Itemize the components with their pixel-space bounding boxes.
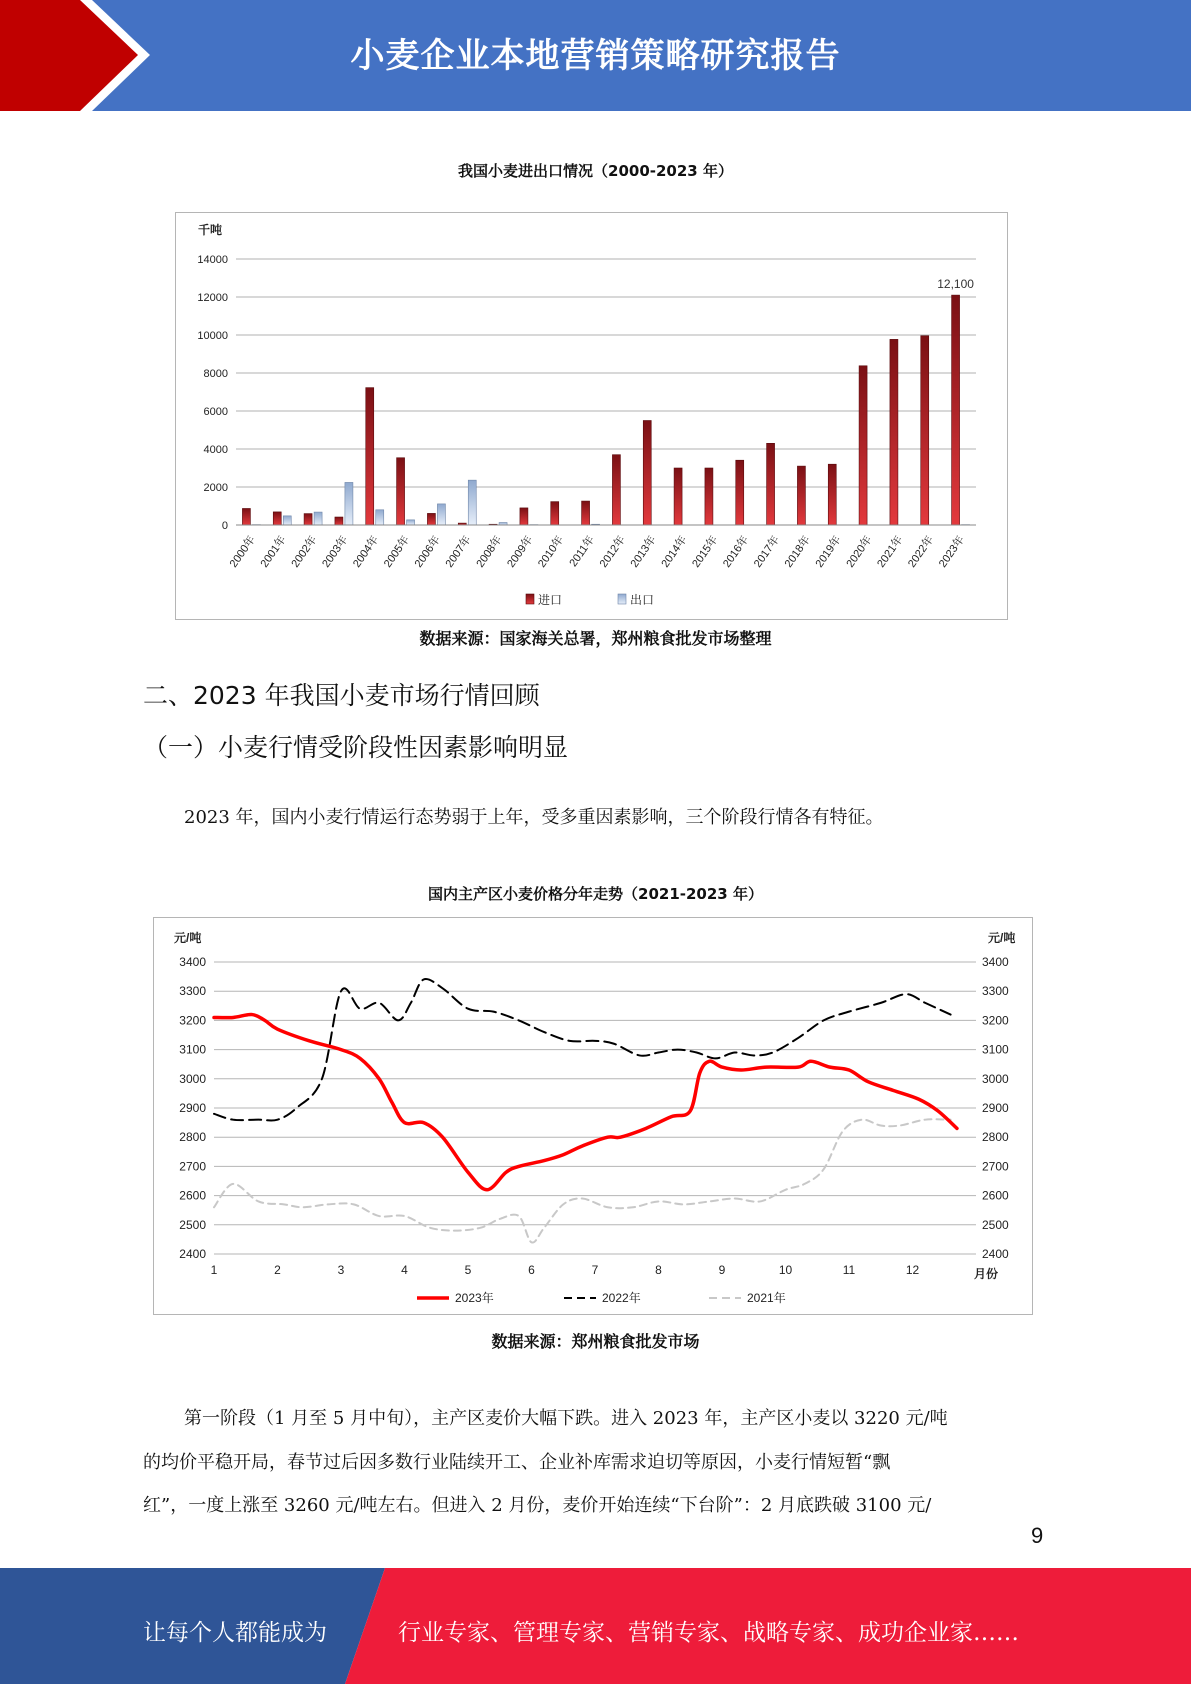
chart1-source: 数据来源：国家海关总署，郑州粮食批发市场整理 [419, 629, 772, 648]
section-heading: 二、2023 年我国小麦市场行情回顾 [143, 681, 540, 710]
x-tick-label: 2011年 [567, 533, 598, 570]
y-tick-label-left: 2400 [179, 1247, 206, 1261]
y-tick-label-left: 2700 [179, 1159, 206, 1174]
x-tick-label: 2004年 [351, 533, 382, 570]
chart2-caption: 国内主产区小麦价格分年走势（2021-2023 年） [428, 885, 763, 903]
bar-export [437, 504, 445, 525]
y-tick-label-right: 3200 [982, 1013, 1009, 1028]
x-tick-label: 2020年 [844, 533, 875, 570]
bar-export [345, 482, 353, 525]
x-tick-label: 3 [337, 1263, 345, 1277]
legend-import-label: 进口 [538, 593, 563, 607]
chart1-caption: 我国小麦进出口情况（2000-2023 年） [458, 162, 733, 180]
chart2-source: 数据来源：郑州粮食批发市场 [491, 1332, 700, 1351]
bar-import [612, 455, 620, 525]
bar-import [890, 339, 898, 525]
x-tick-label: 2016年 [721, 533, 752, 570]
x-tick-label: 2019年 [813, 533, 844, 570]
y-tick-label: 0 [221, 520, 228, 532]
x-tick-label: 8 [655, 1263, 662, 1277]
bar-import [427, 513, 435, 525]
bar-export [283, 516, 291, 525]
x-tick-label: 2007年 [443, 533, 474, 570]
bar-import [273, 512, 281, 525]
y-tick-label-right: 3000 [982, 1071, 1009, 1086]
x-tick-label: 1 [210, 1263, 218, 1277]
y-tick-label-left: 2800 [179, 1130, 206, 1145]
import-export-chart [175, 212, 1008, 620]
y-tick-label-right: 3300 [982, 984, 1009, 999]
y-tick-label-right: 2900 [982, 1101, 1009, 1115]
bar-import [952, 295, 960, 525]
bar-import [921, 336, 929, 525]
x-tick-label: 4 [401, 1263, 408, 1277]
y-axis-unit-right: 元/吨 [988, 931, 1016, 945]
page-number: 9 [1031, 1523, 1044, 1548]
page-header [0, 0, 1191, 111]
x-tick-label: 2012年 [597, 533, 628, 570]
price-trend-chart [153, 917, 1033, 1315]
bar-export [376, 510, 384, 525]
legend-export-label: 出口 [630, 593, 655, 607]
y-tick-label: 8000 [203, 368, 228, 380]
bar-import [366, 388, 374, 525]
x-tick-label: 10 [778, 1263, 793, 1277]
x-tick-label: 9 [718, 1263, 726, 1277]
subsection-heading: （一）小麦行情受阶段性因素影响明显 [143, 733, 569, 762]
x-tick-label: 2010年 [536, 533, 567, 570]
report-title: 小麦企业本地营销策略研究报告 [350, 36, 841, 76]
x-tick-label: 2018年 [782, 533, 813, 570]
x-tick-label: 2013年 [628, 533, 659, 570]
bar-import [828, 464, 836, 525]
y-tick-label: 2000 [203, 482, 228, 494]
y-tick-label-left: 3300 [179, 984, 206, 999]
y-tick-label-right: 3100 [982, 1042, 1009, 1057]
bar-export [314, 512, 322, 525]
series-2021-line [214, 1119, 951, 1242]
y-tick-label-left: 3200 [179, 1013, 206, 1028]
paragraph-line-3: 红”，一度上涨至 3260 元/吨左右。但进入 2 月份，麦价开始连续“下台阶”：2 月底跌破 3100 元/ [143, 1495, 932, 1516]
x-tick-label: 2 [274, 1263, 281, 1277]
bar-import [397, 458, 405, 525]
paragraph-line-1: 第一阶段（1 月至 5 月中旬），主产区麦价大幅下跌。进入 2023 年，主产区小麦以 3220 元/吨 [184, 1408, 948, 1429]
bar-import [797, 466, 805, 525]
series-2023-line [214, 1015, 957, 1190]
y-tick-label-right: 2700 [982, 1159, 1009, 1174]
footer-slogan-left: 让每个人都能成为 [143, 1620, 327, 1646]
bar-import [582, 501, 590, 525]
y-tick-label-right: 2800 [982, 1130, 1009, 1145]
x-tick-label: 2005年 [381, 533, 413, 570]
y-tick-label-left: 2500 [179, 1217, 206, 1232]
page-footer [0, 1568, 1191, 1684]
legend-import-swatch [526, 594, 534, 604]
import-export-chart-svg [176, 213, 1007, 619]
bar-import [242, 508, 250, 525]
bar-export [407, 520, 415, 525]
bar-import [643, 421, 651, 526]
x-tick-label: 2008年 [474, 533, 505, 570]
y-tick-label-right: 2400 [982, 1247, 1009, 1261]
y-tick-label: 12000 [197, 292, 228, 304]
y-tick-label-left: 3000 [179, 1071, 206, 1086]
legend-label-2021: 2021年 [747, 1291, 786, 1305]
legend-label-2023: 2023年 [455, 1291, 494, 1305]
y-tick-label-left: 2600 [179, 1188, 206, 1203]
y-tick-label: 14000 [197, 254, 228, 266]
x-tick-label: 2000年 [227, 533, 258, 570]
bar-import [304, 514, 312, 525]
y-tick-label-right: 3400 [982, 955, 1009, 969]
x-tick-label: 2022年 [906, 533, 937, 570]
bar-export [468, 480, 476, 525]
x-tick-label: 6 [528, 1263, 535, 1277]
x-tick-label: 5 [464, 1263, 472, 1277]
y-axis-unit-label: 千吨 [198, 223, 223, 237]
legend-label-2022: 2022年 [602, 1291, 641, 1305]
bar-import [736, 460, 744, 525]
x-tick-label: 12 [905, 1263, 920, 1277]
x-tick-label: 11 [842, 1263, 856, 1277]
y-tick-label-right: 2500 [982, 1217, 1009, 1232]
intro-paragraph: 2023 年，国内小麦行情运行态势弱于上年，受多重因素影响，三个阶段行情各有特征。 [184, 807, 884, 828]
x-tick-label: 2014年 [659, 533, 690, 570]
y-axis-unit-left: 元/吨 [174, 931, 202, 945]
y-tick-label: 4000 [203, 444, 228, 456]
x-tick-label: 2017年 [751, 533, 783, 570]
bar-import [767, 443, 775, 525]
price-trend-chart-svg [154, 918, 1032, 1314]
bar-import [674, 468, 682, 525]
x-tick-label: 7 [591, 1263, 599, 1277]
bar-import [335, 517, 343, 525]
x-tick-label: 2006年 [412, 533, 443, 570]
y-tick-label: 6000 [203, 406, 228, 418]
x-axis-unit-label: 月份 [973, 1267, 999, 1281]
y-tick-label: 10000 [197, 330, 228, 342]
footer-slogan-right: 行业专家、管理专家、营销专家、战略专家、成功企业家…… [398, 1620, 1019, 1646]
x-tick-label: 2023年 [936, 533, 968, 570]
bar-import [551, 502, 559, 525]
x-tick-label: 2009年 [505, 533, 536, 570]
y-tick-label-right: 2600 [982, 1188, 1009, 1203]
y-tick-label-left: 2900 [179, 1101, 206, 1115]
bar-import [520, 508, 528, 525]
bar-import [859, 366, 867, 525]
data-label-2023: 12,100 [937, 277, 974, 292]
x-tick-label: 2001年 [258, 533, 289, 570]
x-tick-label: 2002年 [289, 533, 320, 570]
legend-export-swatch [618, 594, 626, 604]
y-tick-label-left: 3100 [179, 1042, 206, 1057]
bar-import [705, 468, 713, 525]
x-tick-label: 2003年 [320, 533, 351, 570]
y-tick-label-left: 3400 [179, 955, 206, 969]
paragraph-line-2: 的均价平稳开局，春节过后因多数行业陆续开工、企业补库需求迫切等原因，小麦行情短暂“飘 [143, 1452, 891, 1473]
x-tick-label: 2015年 [690, 533, 721, 570]
x-tick-label: 2021年 [875, 533, 906, 570]
